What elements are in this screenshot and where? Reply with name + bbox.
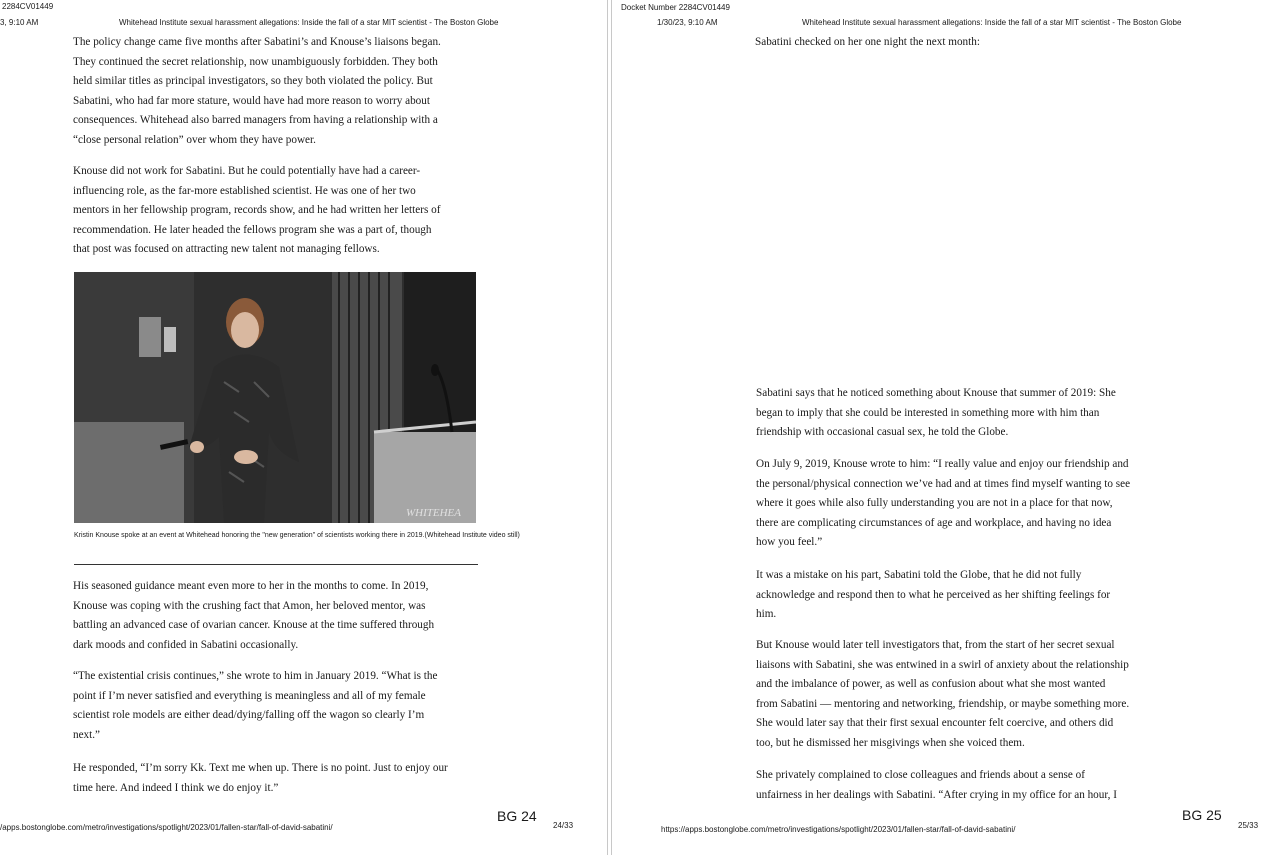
caption-divider bbox=[74, 564, 478, 565]
paragraph bbox=[73, 33, 441, 150]
text-line: Sabatini checked on her one night the next month: bbox=[755, 36, 980, 48]
text-line: that post was focused on attracting new talent not managing fellows. bbox=[73, 243, 380, 255]
text-line: unfairness in her dealings with Sabatini. “After crying in my office for an hour, I bbox=[756, 788, 1117, 801]
text-line: liaisons with Sabatini, she was entwined in a swirl of anxiety about the relationship bbox=[756, 658, 1129, 671]
text-line: Sabatini, who had far more stature, would have had more reason to worry about bbox=[73, 94, 430, 107]
print-header-title: Whitehead Institute sexual harassment allegations: Inside the fall of a star MIT scientist - The Boston Globe bbox=[119, 18, 499, 27]
bates-number: BG 24 bbox=[497, 808, 537, 824]
text-line: from Sabatini — mentoring and networking, friendship, or maybe something more. bbox=[756, 697, 1130, 710]
text-line: point if I’m never satisfied and everything is meaningless and all of my female bbox=[73, 689, 426, 702]
paragraph bbox=[73, 577, 434, 655]
text-line: He responded, “I’m sorry Kk. Text me when up. There is no point. Just to enjoy our bbox=[73, 762, 448, 774]
paragraph bbox=[756, 766, 1117, 805]
text-line: “close personal relation” over whom they have power. bbox=[73, 133, 316, 146]
article-photo bbox=[74, 272, 476, 523]
text-line: acknowledge and respond then to what he perceived as her shifting feelings for bbox=[756, 588, 1111, 601]
paragraph bbox=[755, 33, 980, 53]
docket-number: Docket Number 2284CV01449 bbox=[621, 3, 730, 12]
document-page-right bbox=[612, 0, 1278, 855]
text-line: The policy change came five months after Sabatini’s and Knouse’s liaisons began. bbox=[73, 36, 441, 48]
text-line: She would later say that their first sexual encounter felt coercive, and others did bbox=[756, 717, 1114, 729]
page-count: 25/33 bbox=[1238, 821, 1259, 830]
text-line: friendship with occasional casual sex, he told the Globe. bbox=[756, 426, 1009, 438]
text-line: recommendation. He later headed the fellows program she was a part of, though bbox=[73, 223, 432, 236]
text-line: mentors in her fellowship program, records show, and he had written her letters of bbox=[73, 204, 441, 216]
text-line: They continued the secret relationship, now unambiguously forbidden. They both bbox=[73, 55, 438, 68]
print-date: 3, 9:10 AM bbox=[0, 18, 39, 27]
text-line: Sabatini says that he noticed something about Knouse that summer of 2019: She bbox=[756, 387, 1116, 399]
print-header-title: Whitehead Institute sexual harassment allegations: Inside the fall of a star MIT scientist - The Boston Globe bbox=[802, 18, 1182, 27]
text-line: Knouse did not work for Sabatini. But he could potentially have had a career- bbox=[73, 165, 421, 177]
bates-number: BG 25 bbox=[1182, 807, 1222, 823]
text-line: there are complicating circumstances of age and workplace, and having no idea bbox=[756, 516, 1112, 529]
docket-number: 2284CV01449 bbox=[2, 2, 54, 11]
text-line: On July 9, 2019, Knouse wrote to him: “I really value and enjoy our friendship and bbox=[756, 458, 1129, 470]
paragraph bbox=[73, 162, 440, 260]
page-count: 24/33 bbox=[553, 821, 574, 830]
text-line: where it goes while also fully understanding you are not in a place for that now, bbox=[756, 497, 1113, 509]
text-line: next.” bbox=[73, 728, 101, 741]
text-line: too, but he dismissed her misgivings when she voiced them. bbox=[756, 736, 1025, 749]
paragraph bbox=[756, 455, 1130, 553]
text-line: held similar titles as principal investigators, so they both violated the policy. But bbox=[73, 75, 433, 87]
text-line: battling an advanced case of ovarian cancer. Knouse at the time suffered through bbox=[73, 619, 435, 631]
text-line: But Knouse would later tell investigators that, from the start of her secret sexual bbox=[756, 639, 1115, 651]
document-page-left bbox=[0, 0, 607, 855]
text-line: Knouse was coping with the crushing fact that Amon, her beloved mentor, was bbox=[73, 599, 426, 612]
text-line: She privately complained to close colleagues and friends about a sense of bbox=[756, 769, 1085, 781]
paragraph bbox=[756, 384, 1116, 443]
text-line: “The existential crisis continues,” she wrote to him in January 2019. “What is the bbox=[73, 670, 438, 682]
text-line: how you feel.” bbox=[756, 536, 823, 548]
text-line: and the imbalance of power, as well as confusion about what she most wanted bbox=[756, 678, 1106, 690]
text-line: began to imply that she could be interested in something more with him than bbox=[756, 406, 1100, 419]
paragraph bbox=[756, 566, 1110, 625]
event-photo-image bbox=[74, 272, 476, 523]
text-line: (Whitehead Institute video still) bbox=[424, 532, 520, 539]
text-line: consequences. Whitehead also barred managers from having a relationship with a bbox=[73, 114, 438, 126]
text-line: His seasoned guidance meant even more to her in the months to come. In 2019, bbox=[73, 580, 429, 592]
print-url: /apps.bostonglobe.com/metro/investigations/spotlight/2023/01/fallen-star/fall-of-david-sabatini/ bbox=[0, 823, 333, 832]
paragraph bbox=[73, 759, 448, 798]
text-line: dark moods and confided in Sabatini occasionally. bbox=[73, 638, 299, 651]
text-line: the personal/physical connection we’ve had and at times find myself wanting to see bbox=[756, 477, 1131, 490]
photo-caption bbox=[74, 531, 520, 541]
text-line: It was a mistake on his part, Sabatini told the Globe, that he did not fully bbox=[756, 569, 1082, 581]
print-date: 1/30/23, 9:10 AM bbox=[657, 18, 718, 27]
text-line: influencing role, as the far-more established scientist. He was one of her two bbox=[73, 184, 416, 197]
text-line: him. bbox=[756, 608, 777, 620]
paragraph bbox=[73, 667, 437, 745]
text-line: time here. And indeed I think we do enjoy it.” bbox=[73, 781, 279, 794]
text-line: scientist role models are either dead/dying/falling off the wagon so clearly I’m bbox=[73, 709, 425, 721]
text-line: Kristin Knouse spoke at an event at Whitehead honoring the "new generation" of scientists working there in 2019. bbox=[74, 532, 425, 539]
print-url: https://apps.bostonglobe.com/metro/investigations/spotlight/2023/01/fallen-star/fall-of-david-sabatini/ bbox=[661, 825, 1016, 834]
podium-logo-text: WHITEHEA bbox=[406, 507, 461, 519]
paragraph bbox=[756, 636, 1129, 753]
